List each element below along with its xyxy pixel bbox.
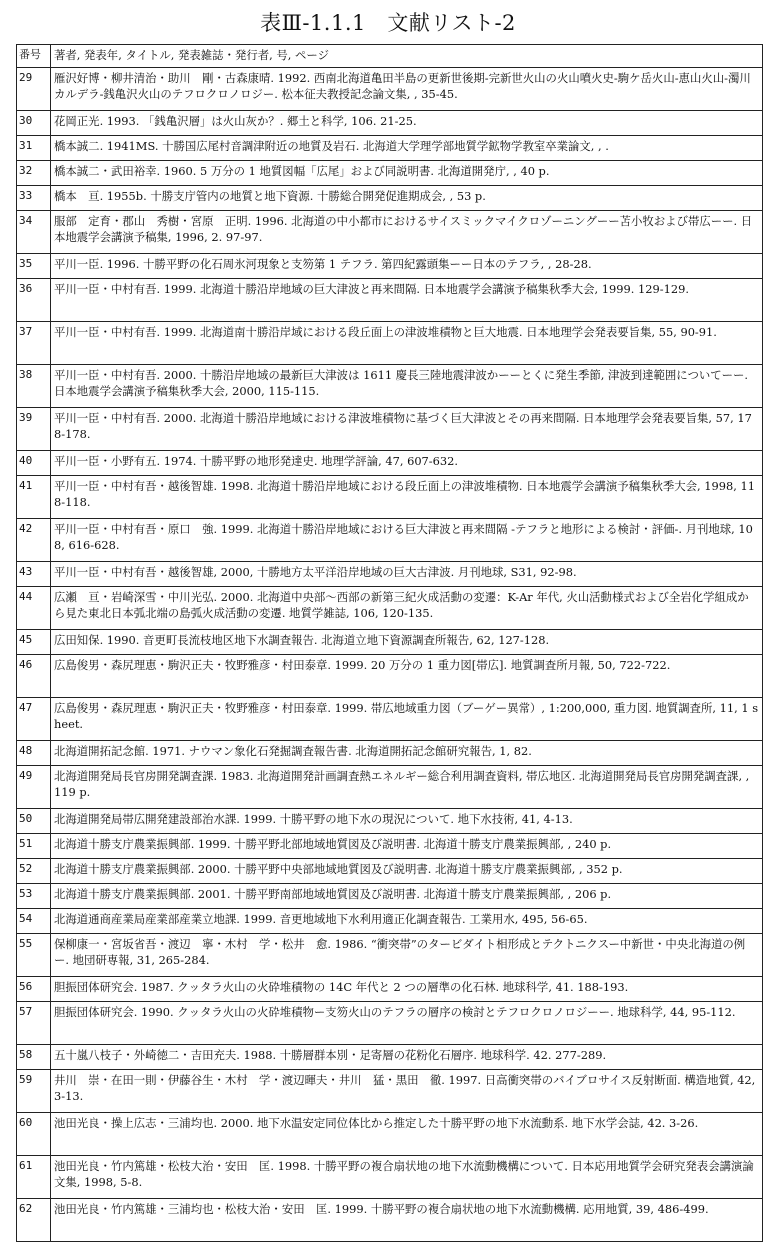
reference-citation: 平川一臣・中村有吾・越後智雄. 1998. 北海道十勝沿岸地域における段丘面上の津波堆積物. 日本地震学会講演予稿集秋季大会, 1998, 118-118. bbox=[51, 476, 763, 519]
reference-number: 40 bbox=[17, 451, 51, 476]
reference-number: 35 bbox=[17, 254, 51, 279]
table-row bbox=[17, 408, 763, 451]
reference-number: 32 bbox=[17, 161, 51, 186]
table-row bbox=[17, 186, 763, 211]
reference-number: 54 bbox=[17, 909, 51, 934]
reference-number: 48 bbox=[17, 741, 51, 766]
table-row bbox=[17, 136, 763, 161]
reference-number: 31 bbox=[17, 136, 51, 161]
reference-citation: 平川一臣・中村有吾. 1999. 北海道南十勝沿岸域における段丘面上の津波堆積物と巨大地震. 日本地理学会発表要旨集, 55, 90-91. bbox=[51, 322, 763, 365]
table-row bbox=[17, 884, 763, 909]
reference-citation: 胆振団体研究会. 1987. クッタラ火山の火砕堆積物の 14C 年代と 2 つの層準の化石林. 地球科学, 41. 188-193. bbox=[51, 977, 763, 1002]
reference-citation: 池田光良・操上広志・三浦均也. 2000. 地下水温安定同位体比から推定した十勝平野の地下水流動系. 地下水学会誌, 42. 3-26. bbox=[51, 1113, 763, 1156]
reference-number: 37 bbox=[17, 322, 51, 365]
reference-number: 51 bbox=[17, 834, 51, 859]
reference-number: 62 bbox=[17, 1199, 51, 1242]
reference-citation: 井川 崇・在田一則・伊藤谷生・木村 学・渡辺暉夫・井川 猛・黒田 徹. 1997. 日高衝突帯のバイブロサイス反射断面. 構造地質, 42, 3-13. bbox=[51, 1070, 763, 1113]
table-row bbox=[17, 476, 763, 519]
reference-number: 57 bbox=[17, 1002, 51, 1045]
reference-citation: 服部 定育・郡山 秀樹・宮原 正明. 1996. 北海道の中小都市におけるサイスミックマイクロゾーニングーー苫小牧および帯広ーー. 日本地震学会講演予稿集, 1996, 2. 97-97. bbox=[51, 211, 763, 254]
reference-number: 33 bbox=[17, 186, 51, 211]
header-citation: 著者, 発表年, タイトル, 発表雑誌・発行者, 号, ページ bbox=[51, 45, 763, 68]
reference-number: 44 bbox=[17, 587, 51, 630]
reference-citation: 平川一臣・中村有吾. 1999. 北海道十勝沿岸地域の巨大津波と再来間隔. 日本地震学会講演予稿集秋季大会, 1999. 129-129. bbox=[51, 279, 763, 322]
reference-citation: 北海道開発局帯広開発建設部治水課. 1999. 十勝平野の地下水の現況について. 地下水技術, 41, 4-13. bbox=[51, 809, 763, 834]
reference-citation: 平川一臣. 1996. 十勝平野の化石周氷河現象と支笏第 1 テフラ. 第四紀露頭集ーー日本のテフラ, , 28-28. bbox=[51, 254, 763, 279]
table-row bbox=[17, 630, 763, 655]
table-row bbox=[17, 1002, 763, 1045]
reference-citation: 北海道十勝支庁農業振興部. 2001. 十勝平野南部地域地質図及び説明書. 北海道十勝支庁農業振興部, , 206 p. bbox=[51, 884, 763, 909]
reference-number: 45 bbox=[17, 630, 51, 655]
reference-citation: 平川一臣・小野有五. 1974. 十勝平野の地形発達史. 地理学評論, 47, 607-632. bbox=[51, 451, 763, 476]
table-row bbox=[17, 834, 763, 859]
reference-number: 61 bbox=[17, 1156, 51, 1199]
reference-number: 39 bbox=[17, 408, 51, 451]
table-row bbox=[17, 211, 763, 254]
table-row bbox=[17, 562, 763, 587]
reference-citation: 池田光良・竹内篤雄・松枝大治・安田 匡. 1998. 十勝平野の複合扇状地の地下水流動機構について. 日本応用地質学会研究発表会講演論文集, 1998, 5-8. bbox=[51, 1156, 763, 1199]
page-title: 表Ⅲ-1.1.1 文献リスト-2 bbox=[260, 11, 516, 35]
table-row bbox=[17, 365, 763, 408]
table-row bbox=[17, 1045, 763, 1070]
reference-number: 52 bbox=[17, 859, 51, 884]
reference-number: 49 bbox=[17, 766, 51, 809]
table-row bbox=[17, 859, 763, 884]
reference-number: 41 bbox=[17, 476, 51, 519]
reference-citation: 雁沢好博・柳井清治・助川 剛・古森康晴. 1992. 西南北海道亀田半島の更新世後期-完新世火山の火山噴火史-駒ケ岳火山-恵山火山-濁川カルデラ-銭亀沢火山のテフロクロノロジー. 松本征夫教授記念論文集, , 35-45. bbox=[51, 68, 763, 111]
reference-citation: 平川一臣・中村有吾. 2000. 十勝沿岸地域の最新巨大津波は 1611 慶長三陸地震津波かーーとくに発生季節, 津波到達範囲についてーー. 日本地震学会講演予稿集秋季大会, 2000, 115-115. bbox=[51, 365, 763, 408]
table-row bbox=[17, 254, 763, 279]
reference-number: 56 bbox=[17, 977, 51, 1002]
reference-citation: 広島俊男・森尻理恵・駒沢正夫・牧野雅彦・村田泰章. 1999. 帯広地域重力図（ブーゲー異常）, 1:200,000, 重力図. 地質調査所, 11, 1 sheet. bbox=[51, 698, 763, 741]
reference-number: 38 bbox=[17, 365, 51, 408]
header-number: 番号 bbox=[17, 45, 51, 68]
reference-citation: 広田知保. 1990. 音更町長流枝地区地下水調査報告. 北海道立地下資源調査所報告, 62, 127-128. bbox=[51, 630, 763, 655]
reference-number: 46 bbox=[17, 655, 51, 698]
reference-number: 36 bbox=[17, 279, 51, 322]
reference-citation: 北海道開拓記念館. 1971. ナウマン象化石発掘調査報告書. 北海道開拓記念館研究報告, 1, 82. bbox=[51, 741, 763, 766]
table-row bbox=[17, 279, 763, 322]
reference-number: 42 bbox=[17, 519, 51, 562]
reference-citation: 平川一臣・中村有吾・越後智雄, 2000, 十勝地方太平洋沿岸地域の巨大古津波. 月刊地球, S31, 92-98. bbox=[51, 562, 763, 587]
reference-citation: 池田光良・竹内篤雄・三浦均也・松枝大治・安田 匡. 1999. 十勝平野の複合扇状地の地下水流動機構. 応用地質, 39, 486-499. bbox=[51, 1199, 763, 1242]
reference-citation: 広瀬 亘・岩崎深雪・中川光弘. 2000. 北海道中央部〜西部の新第三紀火成活動の変遷：K-Ar 年代, 火山活動様式および全岩化学組成から見た東北日本弧北端の島弧火成活動の変遷. 地質学雑誌, 106, 120-135. bbox=[51, 587, 763, 630]
table-row bbox=[17, 655, 763, 698]
table-row bbox=[17, 111, 763, 136]
reference-number: 50 bbox=[17, 809, 51, 834]
table-row bbox=[17, 934, 763, 977]
table-header-row bbox=[17, 45, 763, 68]
reference-citation: 橋本 亘. 1955b. 十勝支庁管内の地質と地下資源. 十勝総合開発促進期成会, , 53 p. bbox=[51, 186, 763, 211]
reference-citation: 五十嵐八枝子・外崎徳二・吉田充夫. 1988. 十勝層群本別・足寄層の花粉化石層序. 地球科学. 42. 277-289. bbox=[51, 1045, 763, 1070]
table-row bbox=[17, 519, 763, 562]
table-row bbox=[17, 1156, 763, 1199]
reference-citation: 花岡正光. 1993. 「銭亀沢層」は火山灰か？. 郷土と科学, 106. 21-25. bbox=[51, 111, 763, 136]
table-row bbox=[17, 977, 763, 1002]
reference-citation: 橋本誠二. 1941MS. 十勝国広尾村音調津附近の地質及岩石. 北海道大学理学部地質学鉱物学教室卒業論文, , . bbox=[51, 136, 763, 161]
reference-citation: 北海道十勝支庁農業振興部. 1999. 十勝平野北部地域地質図及び説明書. 北海道十勝支庁農業振興部, , 240 p. bbox=[51, 834, 763, 859]
reference-citation: 北海道開発局長官房開発調査課. 1983. 北海道開発計画調査熱エネルギー総合利用調査資料, 帯広地区. 北海道開発局長官房開発調査課, , 119 p. bbox=[51, 766, 763, 809]
reference-number: 55 bbox=[17, 934, 51, 977]
table-row bbox=[17, 698, 763, 741]
reference-citation: 保柳康一・宮坂省吾・渡辺 寧・木村 学・松井 愈. 1986. “衝突帯”のタービダイト相形成とテクトニクスー中新世・中央北海道の例ー. 地団研専報, 31, 265-284. bbox=[51, 934, 763, 977]
reference-number: 58 bbox=[17, 1045, 51, 1070]
reference-citation: 平川一臣・中村有吾. 2000. 北海道十勝沿岸地域における津波堆積物に基づく巨大津波とその再来間隔. 日本地理学会発表要旨集, 57, 178-178. bbox=[51, 408, 763, 451]
reference-table bbox=[16, 44, 763, 1242]
reference-citation: 胆振団体研究会. 1990. クッタラ火山の火砕堆積物ー支笏火山のテフラの層序の検討とテフロクロノロジーー. 地球科学, 44, 95-112. bbox=[51, 1002, 763, 1045]
table-row bbox=[17, 766, 763, 809]
table-row bbox=[17, 322, 763, 365]
table-row bbox=[17, 587, 763, 630]
table-row bbox=[17, 68, 763, 111]
reference-number: 30 bbox=[17, 111, 51, 136]
reference-table-body bbox=[17, 45, 763, 1242]
reference-citation: 北海道通商産業局産業部産業立地課. 1999. 音更地域地下水利用適正化調査報告. 工業用水, 495, 56-65. bbox=[51, 909, 763, 934]
table-row bbox=[17, 161, 763, 186]
reference-number: 59 bbox=[17, 1070, 51, 1113]
table-row bbox=[17, 909, 763, 934]
reference-citation: 平川一臣・中村有吾・原口 強. 1999. 北海道十勝沿岸地域における巨大津波と再来間隔 -テフラと地形による検討・評価-. 月刊地球, 108, 616-628. bbox=[51, 519, 763, 562]
table-row bbox=[17, 741, 763, 766]
reference-number: 60 bbox=[17, 1113, 51, 1156]
table-row bbox=[17, 451, 763, 476]
reference-number: 43 bbox=[17, 562, 51, 587]
reference-citation: 橋本誠二・武田裕幸. 1960. 5 万分の 1 地質図幅「広尾」および同説明書. 北海道開発庁, , 40 p. bbox=[51, 161, 763, 186]
reference-number: 53 bbox=[17, 884, 51, 909]
reference-number: 29 bbox=[17, 68, 51, 111]
table-row bbox=[17, 1199, 763, 1242]
table-row bbox=[17, 809, 763, 834]
reference-number: 47 bbox=[17, 698, 51, 741]
table-row bbox=[17, 1113, 763, 1156]
reference-number: 34 bbox=[17, 211, 51, 254]
reference-citation: 北海道十勝支庁農業振興部. 2000. 十勝平野中央部地域地質図及び説明書. 北海道十勝支庁農業振興部, , 352 p. bbox=[51, 859, 763, 884]
reference-citation: 広島俊男・森尻理恵・駒沢正夫・牧野雅彦・村田泰章. 1999. 20 万分の 1 重力図[帯広]. 地質調査所月報, 50, 722-722. bbox=[51, 655, 763, 698]
table-row bbox=[17, 1070, 763, 1113]
